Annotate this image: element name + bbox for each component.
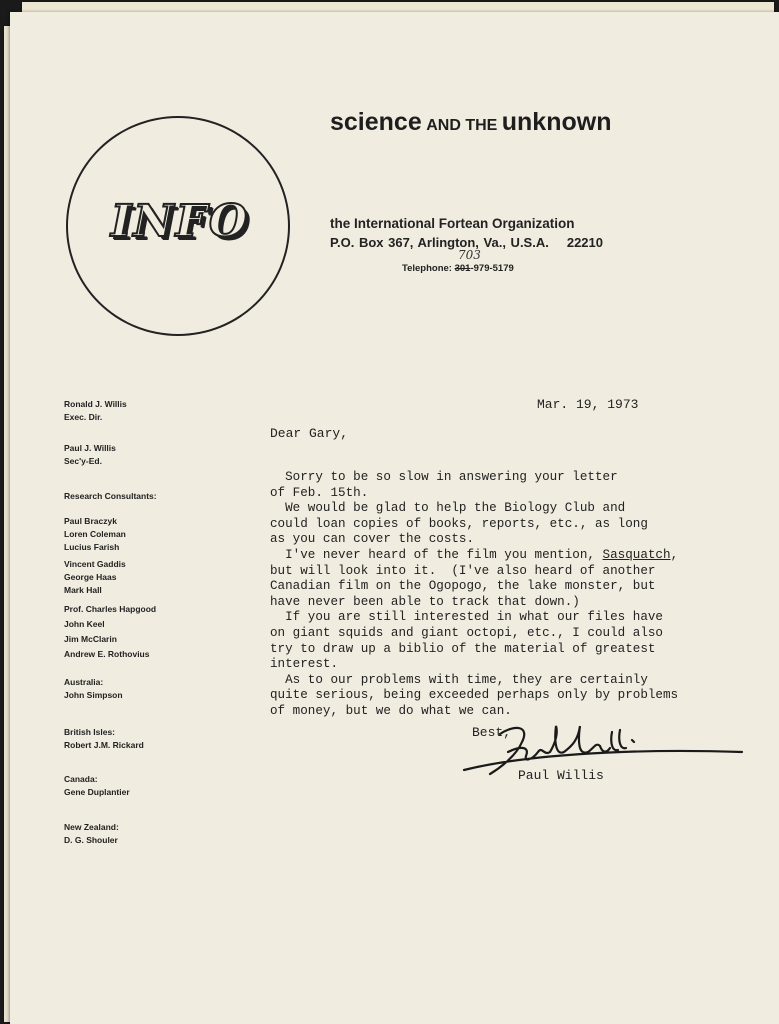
letter-line: interest. bbox=[270, 657, 339, 672]
telephone-number: -979-5179 bbox=[470, 263, 514, 274]
exec-name: Ronald J. Willis bbox=[64, 399, 127, 409]
exec-title: Exec. Dir. bbox=[64, 412, 103, 422]
consultant: Vincent Gaddis bbox=[64, 559, 126, 569]
title-science: science bbox=[330, 108, 422, 136]
british-name: Robert J.M. Rickard bbox=[64, 740, 144, 750]
title-and-the: AND THE bbox=[426, 117, 498, 134]
nz-name: D. G. Shouler bbox=[64, 835, 118, 845]
letter-line: As to our problems with time, they are certainly bbox=[270, 672, 648, 687]
handwritten-signature bbox=[460, 712, 750, 782]
research-heading: Research Consultants: bbox=[64, 491, 157, 501]
letter-line: try to draw up a biblio of the material of greatest bbox=[270, 641, 656, 656]
consultant: Andrew E. Rothovius bbox=[64, 649, 150, 659]
ed-title: Sec'y-Ed. bbox=[64, 456, 102, 466]
consultant: John Keel bbox=[64, 619, 105, 629]
letter-line: as you can cover the costs. bbox=[270, 532, 475, 547]
canada-name: Gene Duplantier bbox=[64, 787, 130, 797]
closing: Best, bbox=[472, 725, 512, 740]
nz-heading: New Zealand: bbox=[64, 822, 119, 832]
letter-line: but will look into it. (I've also heard of another bbox=[270, 563, 656, 578]
canada-heading: Canada: bbox=[64, 774, 98, 784]
film-title: Sasquatch bbox=[602, 547, 671, 562]
consultant: Mark Hall bbox=[64, 585, 102, 595]
consultant: George Haas bbox=[64, 572, 117, 582]
info-logo bbox=[66, 116, 290, 336]
letter-line: Sorry to be so slow in answering your letter bbox=[270, 470, 618, 484]
consultant: Jim McClarin bbox=[64, 634, 117, 644]
telephone-label: Telephone: bbox=[402, 263, 452, 274]
letter-line: of Feb. 15th. bbox=[270, 485, 369, 500]
consultant: Loren Coleman bbox=[64, 529, 126, 539]
letter-line: We would be glad to help the Biology Club and bbox=[270, 501, 626, 516]
consultant: Lucius Farish bbox=[64, 542, 120, 552]
letter-line: of money, but we do what we can. bbox=[270, 703, 512, 718]
australia-heading: Australia: bbox=[64, 677, 104, 687]
zip-code: 22210 bbox=[566, 235, 603, 250]
letterhead-title bbox=[330, 108, 611, 137]
letter-line: could loan copies of books, reports, etc., as long bbox=[270, 516, 648, 531]
letter-line: on giant squids and giant octopi, etc., I could also bbox=[270, 625, 663, 640]
film-punct: , bbox=[670, 547, 679, 562]
telephone-area-struck: 301 bbox=[454, 263, 471, 274]
letter-line: If you are still interested in what our files have bbox=[270, 610, 663, 625]
organization-name: the International Fortean Organization bbox=[330, 216, 575, 231]
title-unknown: unknown bbox=[501, 108, 612, 136]
letter-line: Canadian film on the Ogopogo, the lake monster, but bbox=[270, 579, 656, 594]
address-line: P.O. Box 367, Arlington, Va., U.S.A. bbox=[330, 235, 549, 250]
british-heading: British Isles: bbox=[64, 727, 116, 737]
letter-body bbox=[270, 470, 678, 720]
telephone bbox=[402, 263, 514, 274]
letter-line: have never been able to track that down.) bbox=[270, 594, 580, 609]
logo-text: INFO bbox=[110, 196, 250, 247]
australia-name: John Simpson bbox=[64, 690, 123, 700]
consultant: Paul Braczyk bbox=[64, 516, 117, 526]
letter-date: Mar. 19, 1973 bbox=[537, 397, 639, 412]
salutation: Dear Gary, bbox=[270, 426, 349, 441]
letter-line-text: I've never heard of the film you mention, bbox=[270, 547, 603, 562]
ed-name: Paul J. Willis bbox=[64, 443, 116, 453]
letter-line bbox=[270, 548, 678, 564]
signer-name: Paul Willis bbox=[518, 768, 604, 783]
handwritten-area-code: 703 bbox=[458, 248, 481, 262]
letter-line: quite serious, being exceeded perhaps only by problems bbox=[270, 688, 679, 703]
consultant: Prof. Charles Hapgood bbox=[64, 604, 157, 614]
